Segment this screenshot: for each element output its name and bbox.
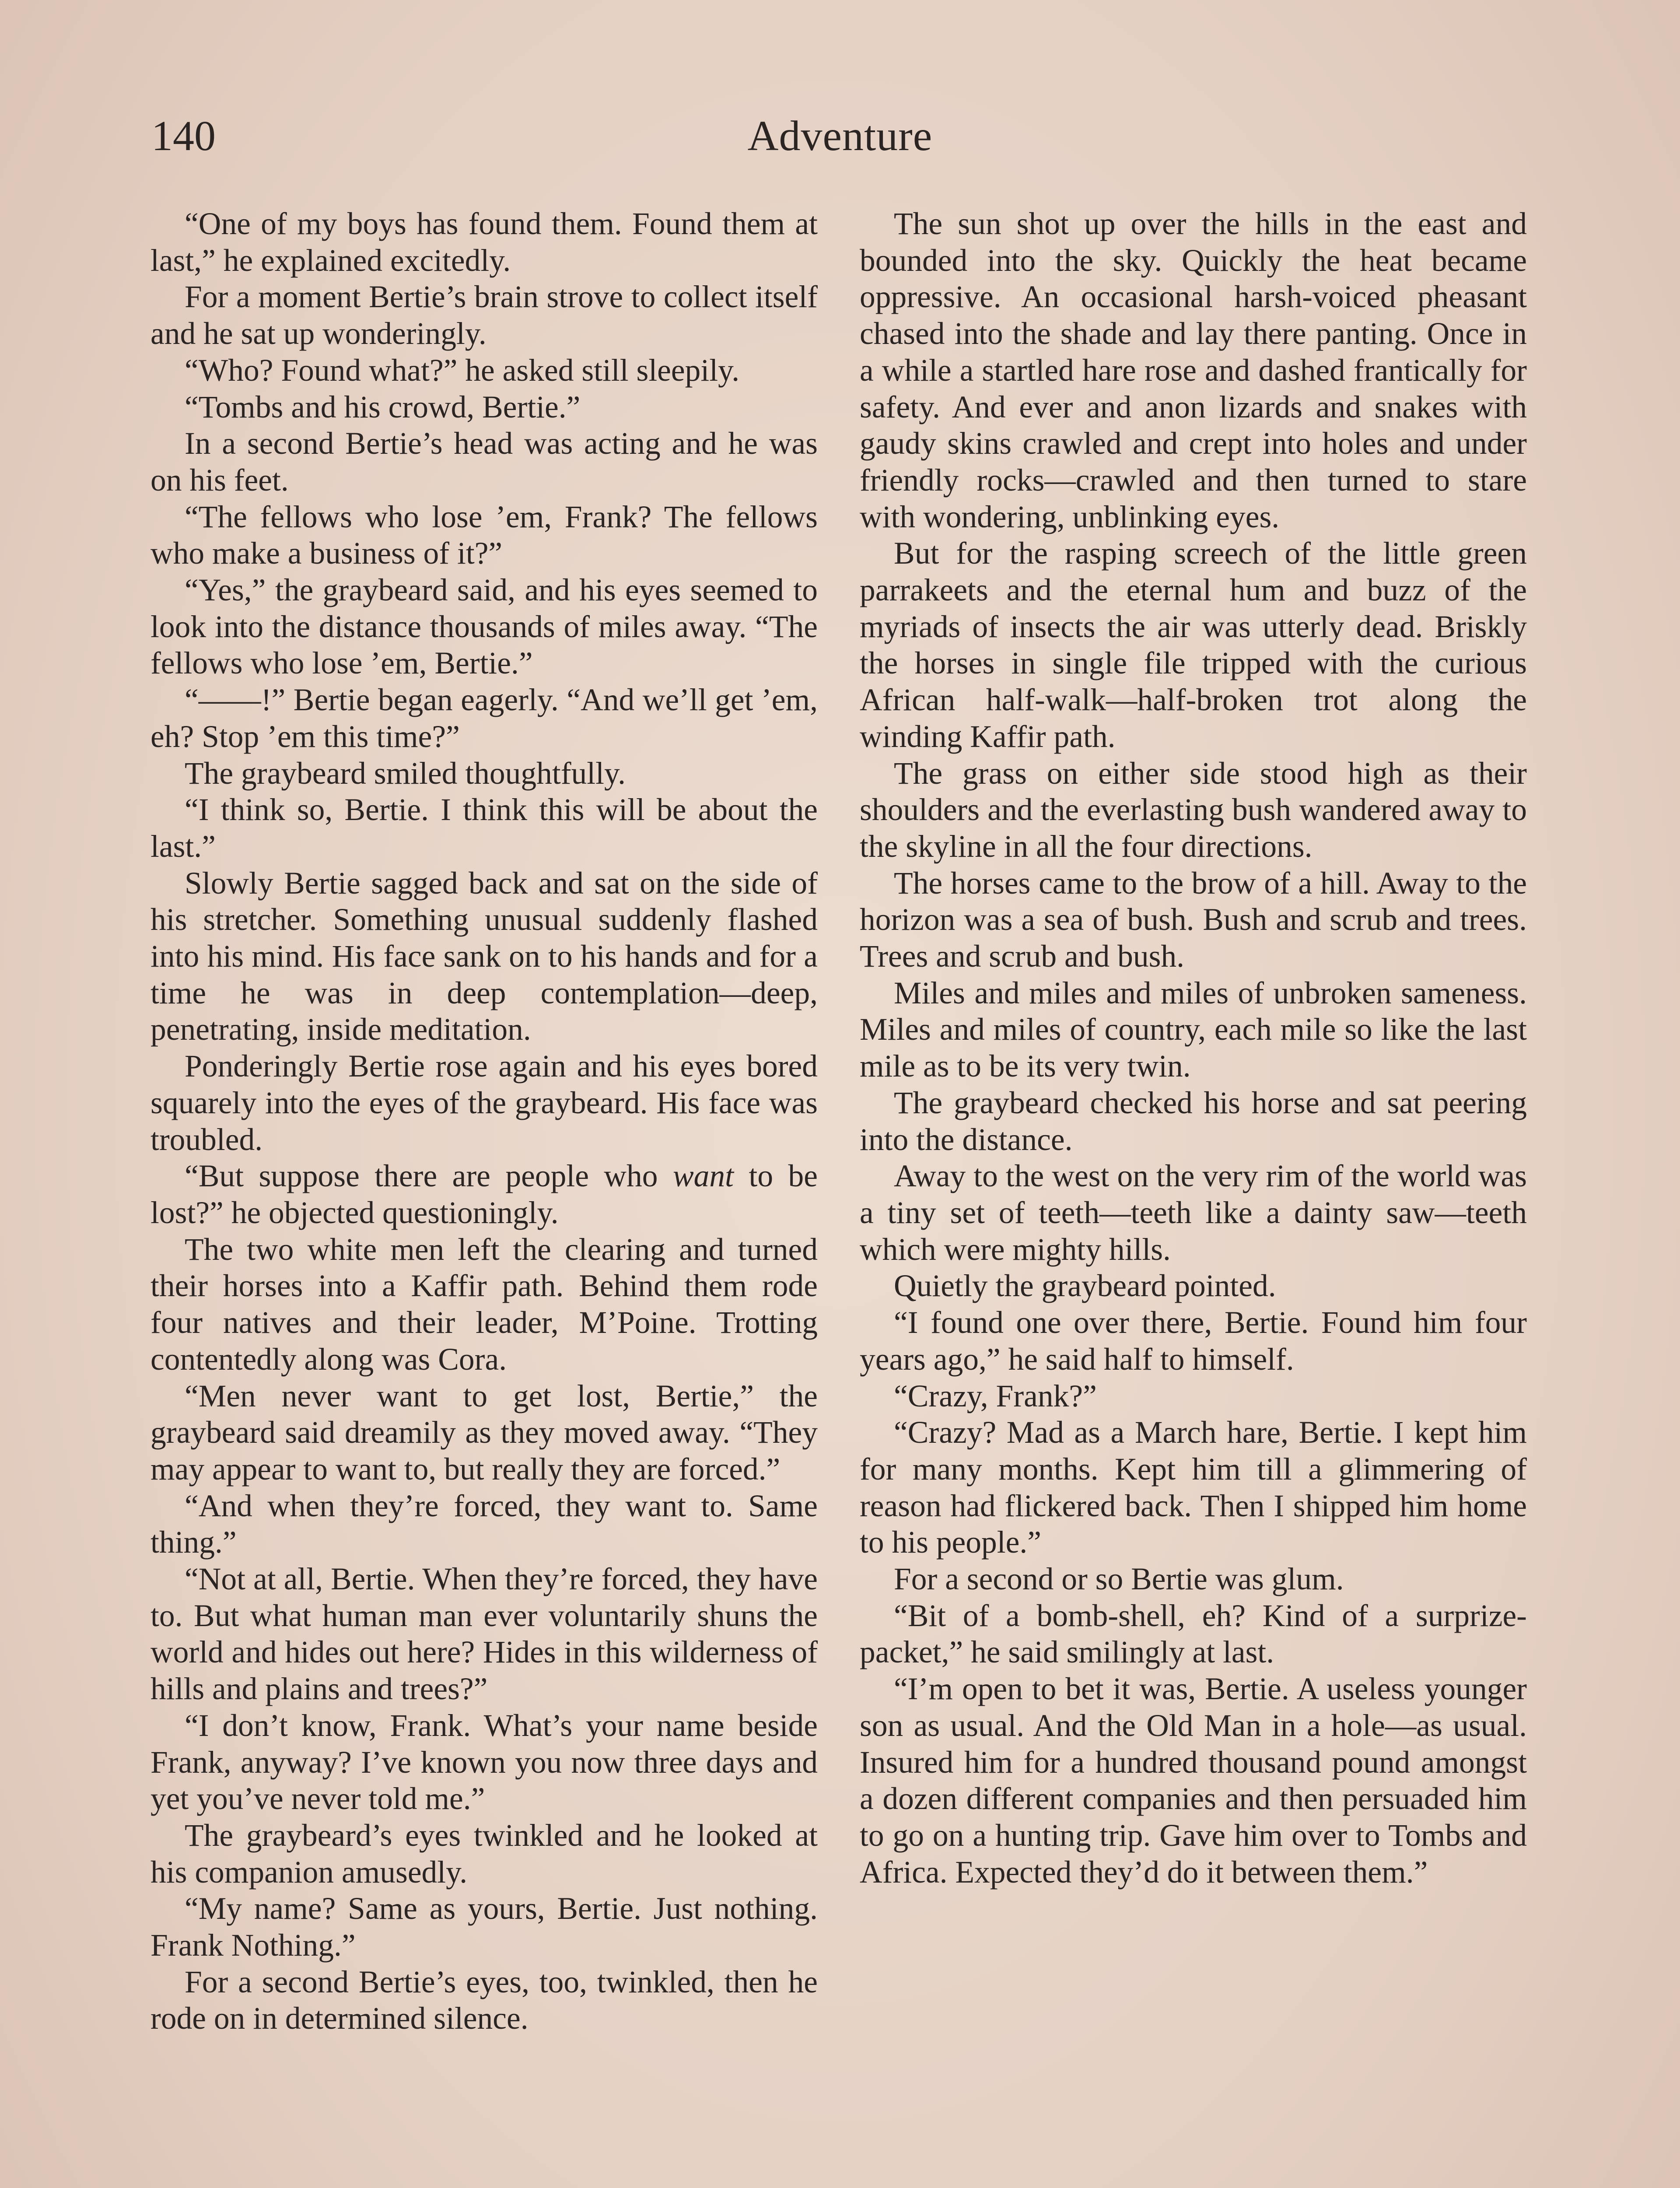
paragraph: Away to the west on the very rim of the world was a tiny set of teeth—teeth like a dainty saw—teeth which were mighty hills. (860, 1159, 1527, 1267)
paragraph: But for the rasping screech of the little green parrakeets and the eternal hum and buzz of the myriads of insects the air was utterly dead. Briskly the horses in single file tripped with the curious African half-walk—half-broken trot along the winding Kaffir path. (860, 536, 1527, 754)
paragraph: In a second Bertie’s head was acting and he was on his feet. (150, 426, 818, 498)
paragraph: “Tombs and his crowd, Bertie.” (185, 389, 581, 424)
paragraph: “The fellows who lose ’em, Frank? The fellows who make a business of it?” (150, 499, 818, 571)
paragraph: The sun shot up over the hills in the east and bounded into the sky. Quickly the heat became oppressive. An occasional harsh-voiced pheasant chased into the shade and lay there panting. Once in a while a startled hare rose and dashed frantically for safety. And ever and anon lizards and snakes with gaudy skins crawled and crept into holes and under friendly rocks—crawled and then turned to stare with wondering, unblinking eyes. (860, 207, 1527, 534)
paragraph: The graybeard checked his horse and sat peering into the distance. (860, 1085, 1527, 1157)
paragraph: For a second Bertie’s eyes, too, twinkled, then he rode on in determined silence. (150, 1964, 818, 2036)
paragraph: “My name? Same as yours, Bertie. Just nothing. Frank Nothing.” (150, 1891, 818, 1963)
paragraph: The grass on either side stood high as their shoulders and the everlasting bush wandered away to the skyline in all the four directions. (860, 756, 1527, 864)
paragraph: Quietly the graybeard pointed. (894, 1269, 1276, 1304)
paragraph: The graybeard’s eyes twinkled and he looked at his companion amusedly. (150, 1818, 818, 1890)
paragraph: “I’m open to bet it was, Bertie. A useless younger son as usual. And the Old Man in a hole—as usual. Insured him for a hundred thousand pound amongst a dozen different companies and then persuaded him to go on a hunting trip. Gave him over to Tombs and Africa. Expected they’d do it between them.” (860, 1672, 1527, 1890)
paragraph: The horses came to the brow of a hill. Away to the horizon was a sea of bush. Bush and scrub and trees. Trees and scrub and bush. (860, 866, 1527, 974)
paragraph: “I found one over there, Bertie. Found him four years ago,” he said half to himself. (860, 1305, 1527, 1377)
paragraph: For a second or so Bertie was glum. (894, 1562, 1344, 1597)
paragraph: “Not at all, Bertie. When they’re forced, they have to. But what human man ever voluntarily shuns the world and hides out here? Hides in this wilderness of hills and plains and trees?” (150, 1562, 818, 1707)
paragraph: Miles and miles and miles of unbroken sameness. Miles and miles of country, each mile so like the last mile as to be its very twin. (860, 975, 1527, 1084)
paragraph: “——!” Bertie began eagerly. “And we’ll get ’em, eh? Stop ’em this time?” (150, 683, 818, 754)
page-number: 140 (151, 112, 216, 160)
paragraph: The graybeard smiled thoughtfully. (185, 756, 626, 791)
paragraph: “Bit of a bomb-shell, eh? Kind of a surprize-packet,” he said smilingly at last. (860, 1598, 1527, 1670)
paragraph: The two white men left the clearing and turned their horses into a Kaffir path. Behind them rode four natives and their leader, M’Poine. Trotting contentedly along was Cora. (150, 1232, 818, 1377)
paragraph: “And when they’re forced, they want to. Same thing.” (150, 1488, 818, 1560)
paragraph: “I don’t know, Frank. What’s your name beside Frank, anyway? I’ve known you now three days and yet you’ve never told me.” (150, 1708, 818, 1816)
paragraph: “Crazy? Mad as a March hare, Bertie. I kept him for many months. Kept him till a glimmering of reason had flickered back. Then I shipped him home to his people.” (860, 1415, 1527, 1560)
running-title: Adventure (747, 112, 933, 160)
paragraph: “I think so, Bertie. I think this will be about the last.” (150, 792, 818, 864)
paragraph: Slowly Bertie sagged back and sat on the side of his stretcher. Something unusual suddenly flashed into his mind. His face sank on to his hands and for a time he was in deep contemplation—deep, penetrating, inside meditation. (150, 866, 818, 1047)
paragraph: “But suppose there are people who want to be lost?” he objected questioningly. (150, 1159, 818, 1230)
paragraph: “One of my boys has found them. Found them at last,” he explained excitedly. (150, 207, 818, 278)
paragraph: “Men never want to get lost, Bertie,” the graybeard said dreamily as they moved away. “They may appear to want to, but really they are forced.” (150, 1378, 818, 1487)
paragraph: “Yes,” the graybeard said, and his eyes seemed to look into the distance thousands of miles away. “The fellows who lose ’em, Bertie.” (150, 573, 818, 681)
paragraph: “Crazy, Frank?” (894, 1378, 1097, 1413)
paragraph: Ponderingly Bertie rose again and his eyes bored squarely into the eyes of the graybeard. His face was troubled. (150, 1049, 818, 1157)
paragraph: “Who? Found what?” he asked still sleepily. (185, 353, 740, 388)
paragraph: For a moment Bertie’s brain strove to collect itself and he sat up wonderingly. (150, 280, 818, 351)
left-text-column (150, 206, 818, 2037)
right-text-column (860, 206, 1527, 1890)
